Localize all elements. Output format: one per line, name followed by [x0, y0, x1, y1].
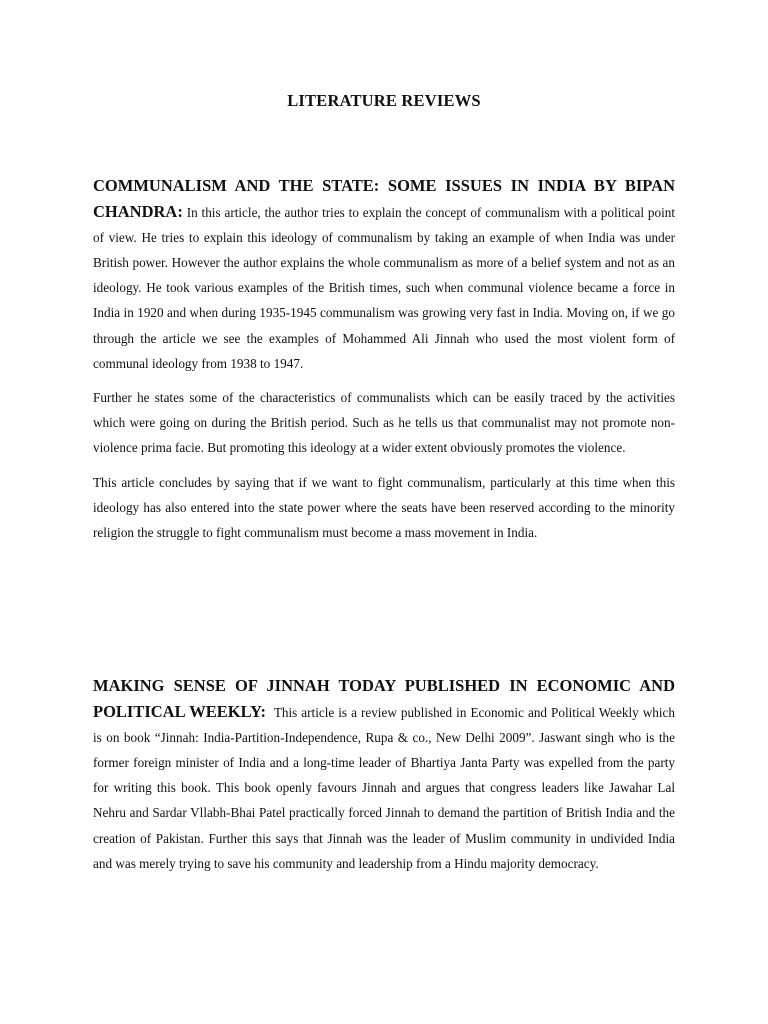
- review-section-communalism: [93, 173, 675, 545]
- review-paragraph: [93, 673, 675, 876]
- review-paragraph: This article concludes by saying that if we want to fight communalism, particularly at this time when this ideology has also entered into the state power where the seats have been reserved according to the minority religion the struggle to fight communalism must become a mass movement in India.: [93, 475, 675, 541]
- document-title: LITERATURE REVIEWS: [287, 91, 481, 110]
- review-section-jinnah: [93, 673, 675, 876]
- review-paragraph: [93, 173, 675, 376]
- paragraph-text: In this article, the author tries to explain the concept of communalism with a political point of view. He tries to explain this ideology of communalism by taking an example of when India was under British power. However the author explains the whole communalism as more of a belief system and not as an ideology. He took various examples of the British times, such when communal violence became a force in India in 1920 and when during 1935-1945 communalism was growing very fast in India. Moving on, if we go through the article we see the examples of Mohammed Ali Jinnah who used the most violent form of communal ideology from 1938 to 1947.: [93, 205, 675, 371]
- section-heading: COMMUNALISM AND THE STATE: SOME ISSUES IN INDIA BY BIPAN CHANDRA:: [93, 176, 675, 222]
- review-paragraph: Further he states some of the characteristics of communalists which can be easily traced by the activities which were going on during the British period. Such as he tells us that communalist may not promote non-violence prima facie. But promoting this ideology at a wider extent obviously promotes the violence.: [93, 390, 675, 456]
- section-heading: MAKING SENSE OF JINNAH TODAY PUBLISHED IN ECONOMIC AND POLITICAL WEEKLY:: [93, 676, 675, 722]
- paragraph-text: This article is a review published in Economic and Political Weekly which is on book “Jinnah: India-Partition-Independence, Rupa & co., New Delhi 2009”. Jaswant singh who is the former foreign minister of India and a long-time leader of Bhartiya Janta Party was expelled from the party for writing this book. This book openly favours Jinnah and argues that congress leaders like Jawahar Lal Nehru and Sardar Vllabh-Bhai Patel practically forced Jinnah to demand the partition of British India and the creation of Pakistan. Further this says that Jinnah was the leader of Muslim community in undivided India and was merely trying to save his community and leadership from a Hindu majority democracy.: [93, 705, 675, 871]
